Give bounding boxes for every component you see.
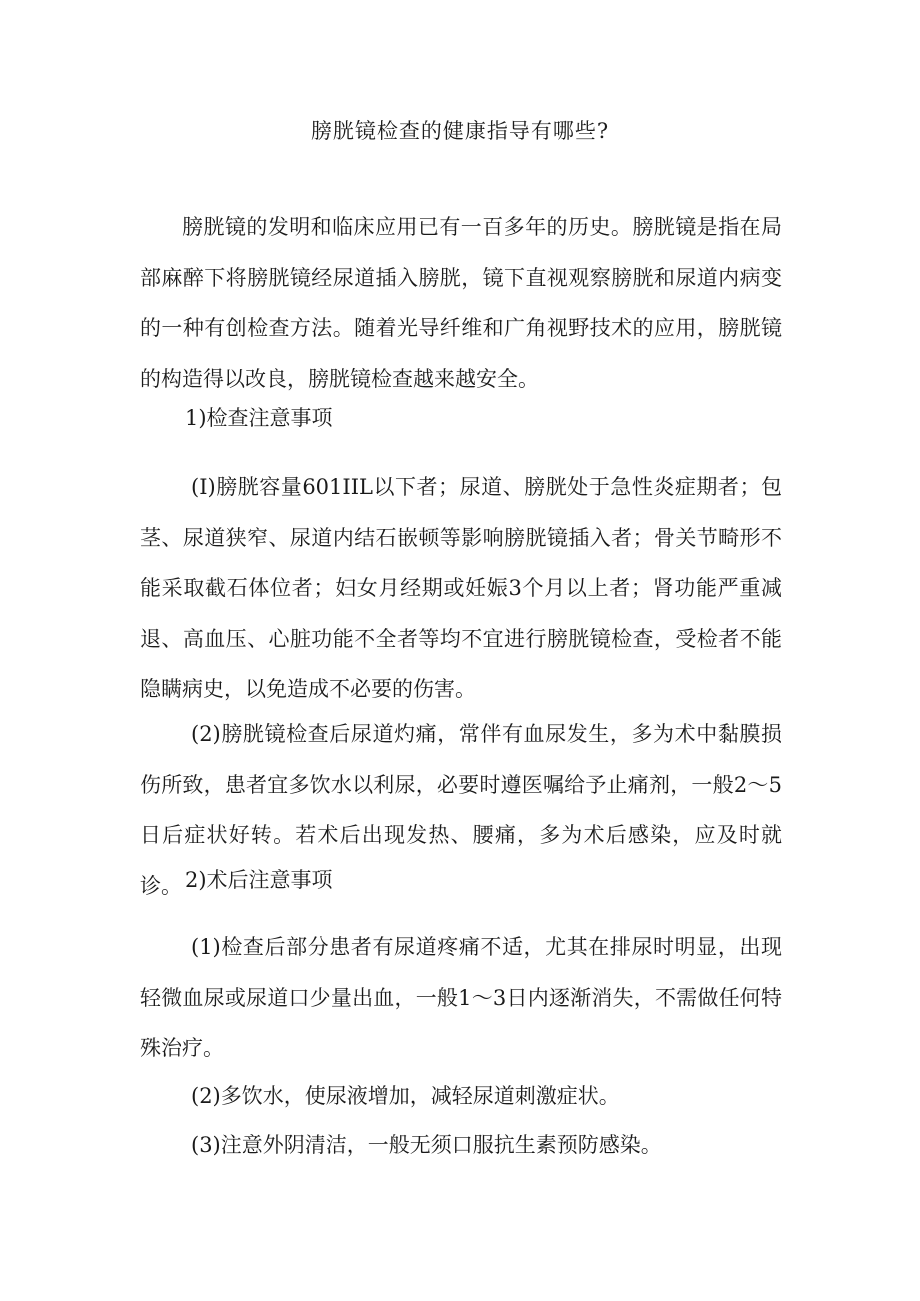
section-heading-precautions: 1)检查注意事项 [185,406,333,430]
section2-item-2: (2)多饮水，使尿液增加，减轻尿道刺激症状。 [191,1084,620,1108]
section1-item-2: (2)膀胱镜检查后尿道灼痛，常伴有血尿发生，多为术中黏膜损伤所致，患者宜多饮水以利尿，必要时遵医嘱给予止痛剂，一般2～5日后症状好转。若术后出现发热、腰痛，多为术后感染，应及时就诊。 [140,722,782,898]
section2-item-1: (1)检查后部分患者有尿道疼痛不适，尤其在排尿时明显，出现轻微血尿或尿道口少量出血，一般1～3日内逐渐消失，不需做任何特殊治疗。 [140,935,782,1060]
section2-item-3: (3)注意外阴清洁，一般无须口服抗生素预防感染。 [191,1133,662,1157]
section-heading-postop: 2)术后注意事项 [185,868,333,892]
document-title: 膀胱镜检查的健康指导有哪些? [310,119,610,143]
section1-item-1: (I)膀胱容量601IIL以下者；尿道、膀胱处于急性炎症期者；包茎、尿道狭窄、尿道内结石嵌顿等影响膀胱镜插入者；骨关节畸形不能采取截石体位者；妇女月经期或妊娠3个月以上者；肾功能严重减退、高血压、心脏功能不全者等均不宜进行膀胱镜检查，受检者不能隐瞒病史，以免造成不必要的伤害。 [140,475,782,701]
intro-paragraph: 膀胱镜的发明和临床应用已有一百多年的历史。膀胱镜是指在局部麻醉下将膀胱镜经尿道插入膀胱，镜下直视观察膀胱和尿道内病变的一种有创检查方法。随着光导纤维和广角视野技术的应用，膀胱镜的构造得以改良，膀胱镜检查越来越安全。 [140,215,782,391]
